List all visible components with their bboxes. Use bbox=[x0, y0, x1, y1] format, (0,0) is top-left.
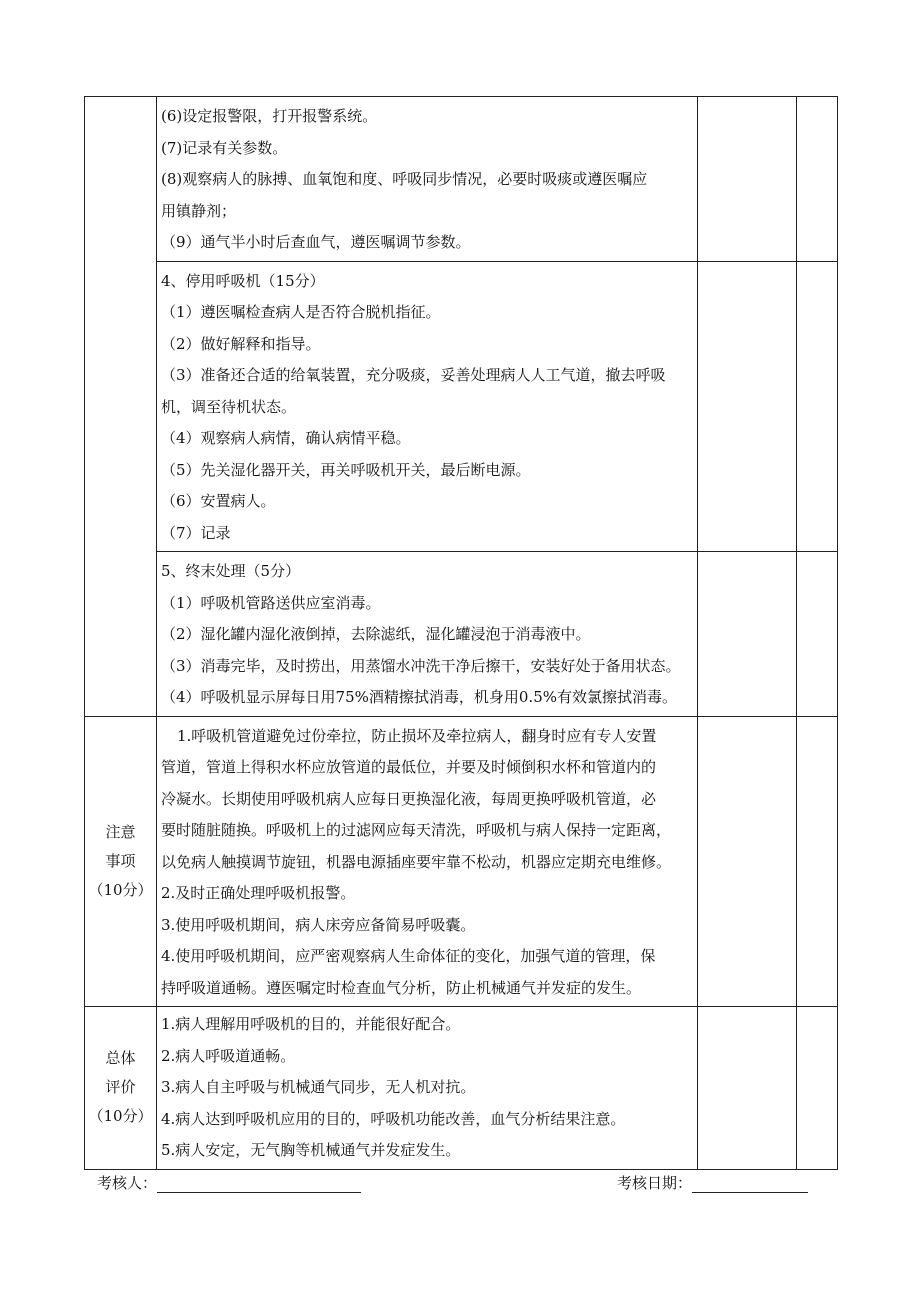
examiner-label: 考核人： bbox=[97, 1174, 158, 1192]
text-line: （1）呼吸机管路送供应室消毒。 bbox=[161, 593, 381, 612]
text-line: （2）做好解释和指导。 bbox=[161, 334, 321, 353]
text-line: (6)设定报警限，打开报警系统。 bbox=[161, 107, 378, 125]
procedure-steps-cell bbox=[157, 97, 698, 262]
text-line: （9）通气半小时后查血气，遵医嘱调节参数。 bbox=[161, 233, 471, 251]
deduction-cell bbox=[797, 1007, 838, 1170]
row-overall bbox=[85, 1007, 838, 1170]
row-procedure-continued bbox=[85, 97, 838, 262]
text-line: 5.病人安定，无气胸等机械通气并发症发生。 bbox=[161, 1141, 461, 1159]
exam-date-label: 考核日期： bbox=[617, 1174, 693, 1192]
text-line: 2.病人呼吸道通畅。 bbox=[161, 1046, 296, 1065]
notes-content-cell bbox=[157, 716, 698, 1007]
row-stop-ventilator bbox=[85, 261, 838, 552]
text-line: （3）消毒完毕，及时捞出，用蒸馏水冲洗干净后擦干，安装好处于备用状态。 bbox=[161, 656, 681, 675]
text-line: （6）安置病人。 bbox=[161, 492, 276, 510]
notes-label-line3: （10分） bbox=[88, 880, 153, 899]
text-line: 用镇静剂； bbox=[161, 201, 237, 220]
notes-label-line1: 注意 bbox=[105, 822, 136, 841]
overall-label-line3: （10分） bbox=[88, 1107, 153, 1126]
deduction-cell bbox=[797, 552, 838, 717]
text-line: 管道，管道上得积水杯应放管道的最低位，并要及时倾倒积水杯和管道内的 bbox=[161, 758, 657, 776]
text-line: 持呼吸道通畅。遵医嘱定时检查血气分析，防止机械通气并发症的发生。 bbox=[161, 978, 642, 997]
text-line: （3）准备还合适的给氧装置，充分吸痰，妥善处理病人人工气道，撤去呼吸 bbox=[161, 366, 666, 384]
stop-ventilator-cell bbox=[157, 261, 698, 552]
text-line: 1.病人理解用呼吸机的目的，并能很好配合。 bbox=[161, 1015, 461, 1033]
assessment-table bbox=[84, 96, 838, 1170]
deduction-cell bbox=[797, 261, 838, 552]
overall-content-cell bbox=[157, 1007, 698, 1170]
row-final-processing bbox=[85, 552, 838, 717]
text-line: 以免病人触摸调节旋钮，机器电源插座要牢靠不松动，机器应定期充电维修。 bbox=[161, 852, 672, 871]
text-line: 4.病人达到呼吸机应用的目的，呼吸机功能改善，血气分析结果注意。 bbox=[161, 1109, 626, 1128]
examiner-blank[interactable] bbox=[157, 1176, 361, 1193]
overall-label-line2: 评价 bbox=[105, 1078, 136, 1097]
text-line: (7)记录有关参数。 bbox=[161, 138, 288, 157]
overall-label-line1: 总体 bbox=[105, 1049, 136, 1068]
examiner-signature bbox=[97, 1172, 361, 1193]
overall-label bbox=[85, 1007, 157, 1170]
score-cell bbox=[698, 261, 797, 552]
text-line: （4）观察病人病情，确认病情平稳。 bbox=[161, 429, 411, 447]
row-notes bbox=[85, 716, 838, 1007]
text-line: 3.病人自主呼吸与机械通气同步，无人机对抗。 bbox=[161, 1078, 476, 1096]
text-line: （4）呼吸机显示屏每日用75%酒精擦拭消毒，机身用0.5%有效氯擦拭消毒。 bbox=[161, 688, 677, 706]
text-line: 要时随脏随换。呼吸机上的过滤网应每天清洗，呼吸机与病人保持一定距离， bbox=[161, 821, 672, 839]
notes-label bbox=[85, 716, 157, 1007]
text-line: 1.呼吸机管道避免过份牵拉，防止损坏及牵拉病人，翻身时应有专人安置 bbox=[177, 726, 657, 745]
deduction-cell bbox=[797, 97, 838, 262]
exam-date-blank[interactable] bbox=[692, 1176, 808, 1193]
final-processing-cell bbox=[157, 552, 698, 717]
text-line: 2.及时正确处理呼吸机报警。 bbox=[161, 884, 356, 902]
text-line: 3.使用呼吸机期间，病人床旁应备简易呼吸囊。 bbox=[161, 915, 476, 934]
label-cell-empty bbox=[85, 97, 157, 717]
score-cell bbox=[698, 97, 797, 262]
text-line: （5）先关湿化器开关，再关呼吸机开关，最后断电源。 bbox=[161, 460, 531, 479]
text-line: (8)观察病人的脉搏、血氧饱和度、呼吸同步情况，必要时吸痰或遵医嘱应 bbox=[161, 170, 648, 188]
score-cell bbox=[698, 552, 797, 717]
exam-date bbox=[617, 1172, 808, 1193]
text-line: 4、停用呼吸机（15分） bbox=[161, 271, 325, 290]
text-line: （2）湿化罐内湿化液倒掉，去除滤纸，湿化罐浸泡于消毒液中。 bbox=[161, 625, 591, 643]
text-line: 冷凝水。长期使用呼吸机病人应每日更换湿化液，每周更换呼吸机管道，必 bbox=[161, 789, 657, 808]
text-line: 机，调至待机状态。 bbox=[161, 397, 297, 416]
text-line: （7）记录 bbox=[161, 523, 231, 542]
deduction-cell bbox=[797, 716, 838, 1007]
score-cell bbox=[698, 1007, 797, 1170]
text-line: 5、终末处理（5分） bbox=[161, 562, 301, 580]
text-line: 4.使用呼吸机期间，应严密观察病人生命体征的变化，加强气道的管理，保 bbox=[161, 947, 656, 965]
text-line: （1）遵医嘱检查病人是否符合脱机指征。 bbox=[161, 303, 441, 321]
notes-label-line2: 事项 bbox=[105, 851, 136, 870]
score-cell bbox=[698, 716, 797, 1007]
